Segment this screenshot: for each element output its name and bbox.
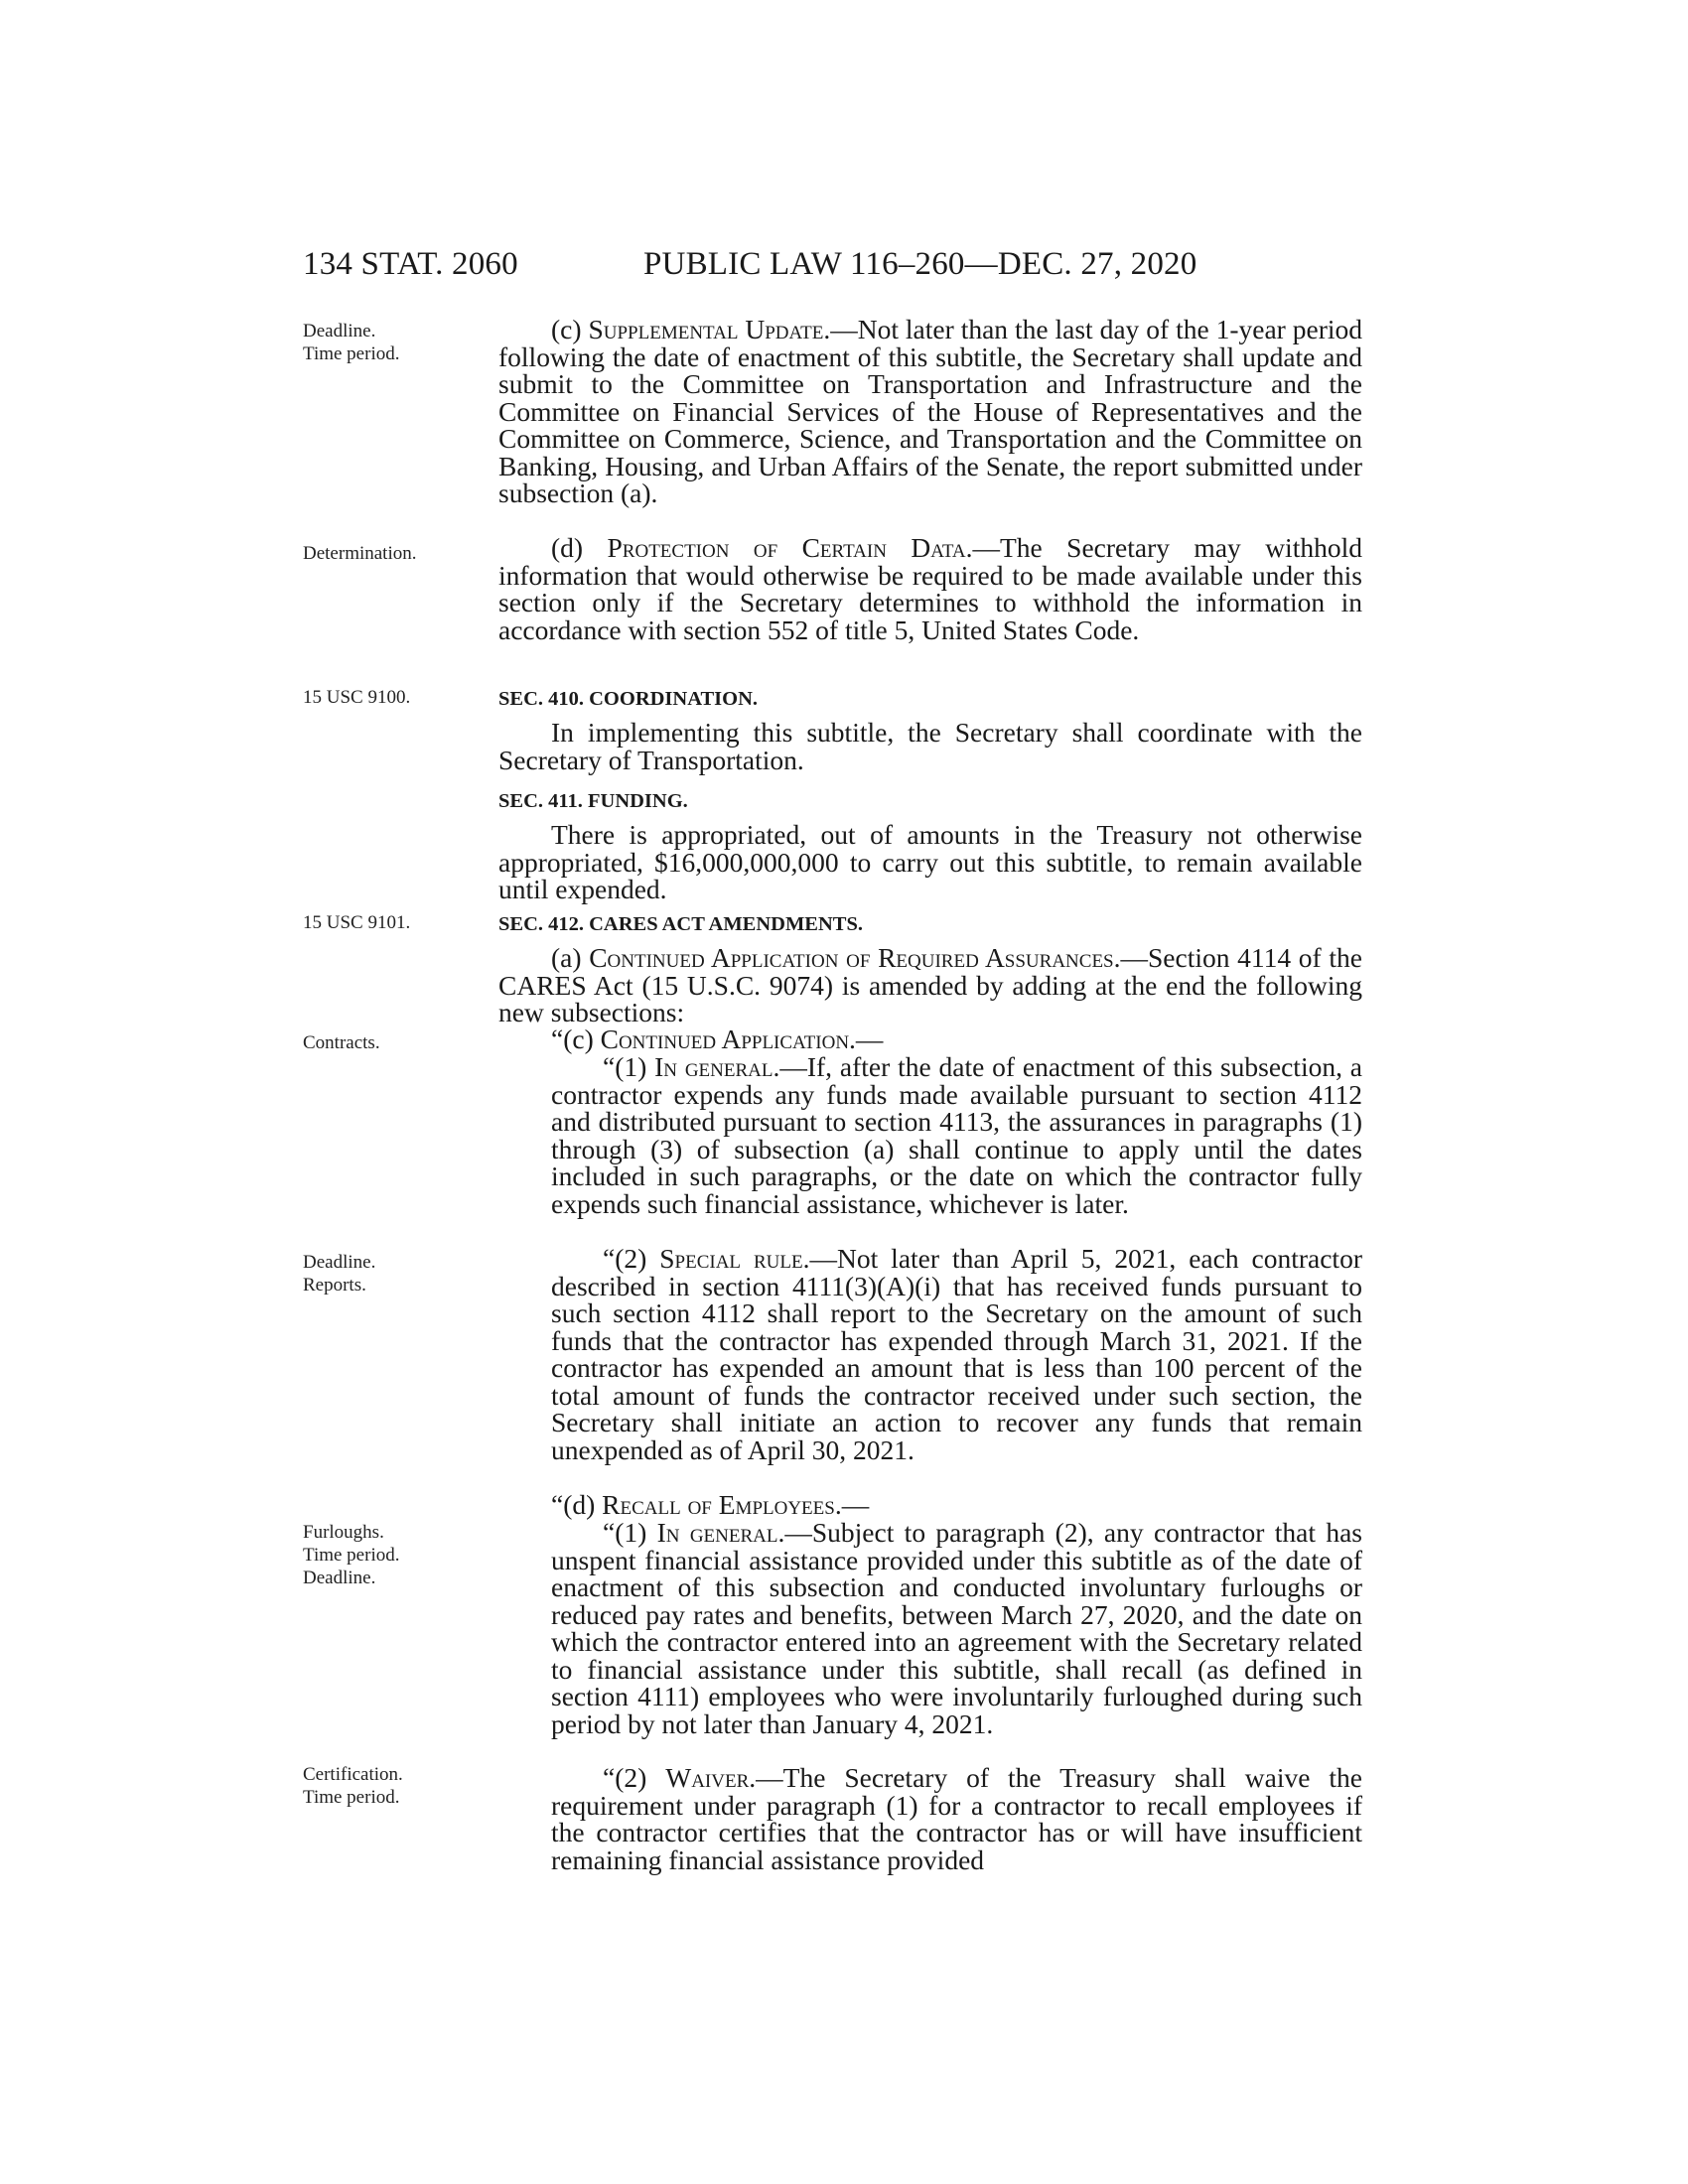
subsection-c-1: “(1) In general.—If, after the date of enactment of this subsection, a contractor expends any funds made available pursuant to section 4112 and distributed pursuant to section 4113, the assurances in paragraphs (1) through (3) of subsection (a) shall continue to apply until the dates included in such paragraphs, or the date on which the contractor fully expends such financial assistance, whichever is later. — [551, 1051, 1362, 1219]
subsection-d-2: “(2) Waiver.—The Secretary of the Treasury shall waive the requirement under paragraph (1) for a contractor to recall employees if the contractor certifies that the contractor has or will have insufficient remaining financial assistance provided — [551, 1762, 1362, 1875]
paragraph-c: (c) Supplemental Update.—Not later than the last day of the 1-year period following the date of enactment of this subtitle, the Secretary shall update and submit to the Committee on Transportation and Infrastructure and the Committee on Financial Services of the House of Representatives and the Committee on Commerce, Science, and Transportation and the Committee on Banking, Housing, and Urban Affairs of the Senate, the report submitted under subsection (a). — [498, 314, 1363, 508]
section-heading: SEC. 412. CARES ACT AMENDMENTS. — [498, 913, 863, 935]
paragraph-d: (d) Protection of Certain Data.—The Secretary may withhold information that would otherwise be required to be made available under this section only if the Secretary determines to withhold the information in accordance with section 552 of title 5, United States Code. — [498, 532, 1362, 645]
margin-note: Determination. — [303, 543, 417, 564]
margin-note: Furloughs. Time period. Deadline. — [303, 1522, 400, 1588]
section-heading: SEC. 411. FUNDING. — [498, 790, 688, 812]
section-411-text: There is appropriated, out of amounts in the Treasury not otherwise appropriated, $16,000,000,000 to carry out this subtitle, to remain available until expended. — [498, 819, 1362, 904]
margin-note: Contracts. — [303, 1032, 380, 1053]
page-citation: 134 STAT. 2060 — [303, 246, 518, 282]
margin-note: Certification. Time period. — [303, 1764, 403, 1808]
page-title: PUBLIC LAW 116–260—DEC. 27, 2020 — [643, 246, 1197, 282]
section-heading: SEC. 410. COORDINATION. — [498, 688, 759, 710]
subsection-c-heading: “(c) Continued Application.— — [551, 1024, 884, 1054]
margin-note: 15 USC 9100. — [303, 687, 411, 708]
subsection-d-1: “(1) In general.—Subject to paragraph (2), any contractor that has unspent financial assistance provided under this subtitle as of the date of enactment of this subsection and conducted involuntary furloughs or reduced pay rates and benefits, between March 27, 2020, and the date on which the contractor entered into an agreement with the Secretary related to financial assistance under this subtitle, shall recall (as defined in section 4111) employees who were involuntarily furloughed during such period by not later than January 4, 2021. — [551, 1517, 1362, 1739]
subsection-d-heading: “(d) Recall of Employees.— — [551, 1489, 870, 1520]
section-412-a: (a) Continued Application of Required Assurances.—Section 4114 of the CARES Act (15 U.S.C. 9074) is amended by adding at the end the following new subsections: — [498, 942, 1362, 1027]
margin-note: Deadline. Time period. — [303, 321, 400, 364]
subsection-c-2: “(2) Special rule.—Not later than April 5, 2021, each contractor described in section 4111(3)(A)(i) that has received funds pursuant to such section 4112 shall report to the Secretary on the amount of such funds that the contractor has expended through March 31, 2021. If the contractor has expended an amount that is less than 100 percent of the total amount of funds the contractor received under such section, the Secretary shall initiate an action to recover any funds that remain unexpended as of April 30, 2021. — [551, 1243, 1362, 1465]
margin-note: 15 USC 9101. — [303, 912, 411, 933]
section-410-text: In implementing this subtitle, the Secretary shall coordinate with the Secretary of Transportation. — [498, 717, 1362, 775]
margin-note: Deadline. Reports. — [303, 1252, 376, 1296]
